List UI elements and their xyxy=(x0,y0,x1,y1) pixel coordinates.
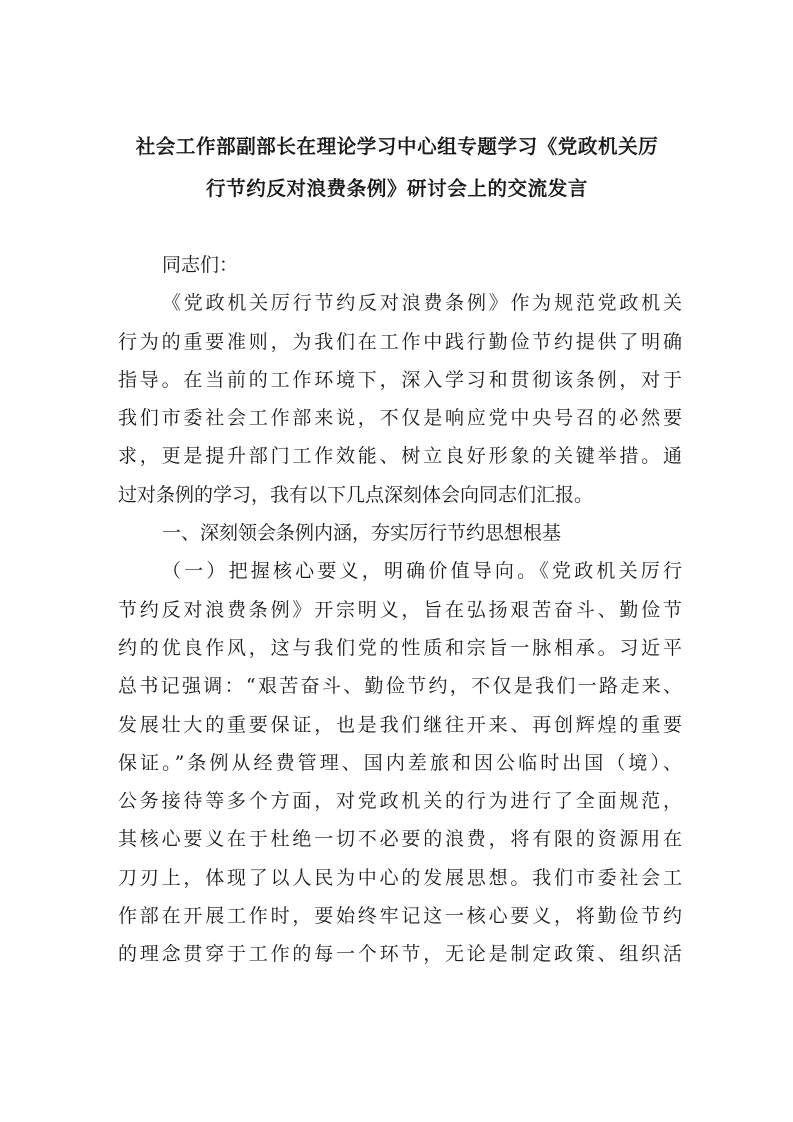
section-heading-1: 一、深刻领会条例内涵，夯实厉行节约思想根基 xyxy=(162,522,562,545)
paragraph-1-line-1: 《党政机关厉行节约反对浪费条例》作为规范党政机关 xyxy=(162,292,682,315)
paragraph-2-line-11: 的理念贯穿于工作的每一个环节，无论是制定政策、组织活 xyxy=(118,943,682,966)
paragraph-2-line-2: 节约反对浪费条例》开宗明义，旨在弘扬艰苦奋斗、勤俭节 xyxy=(118,598,682,621)
paragraph-2-line-8: 其核心要义在于杜绝一切不必要的浪费，将有限的资源用在 xyxy=(118,828,682,851)
paragraph-2-line-4: 总书记强调：“艰苦奋斗、勤俭节约，不仅是我们一路走来、 xyxy=(118,675,682,698)
title-line-1: 社会工作部副部长在理论学习中心组专题学习《党政机关厉 xyxy=(135,135,659,158)
paragraph-2-line-3: 约的优良作风，这与我们党的性质和宗旨一脉相承。习近平 xyxy=(118,636,682,659)
paragraph-1-line-4: 我们市委社会工作部来说，不仅是响应党中央号召的必然要 xyxy=(118,407,682,430)
document-body xyxy=(118,246,682,974)
paragraph-1-line-3: 指导。在当前的工作环境下，深入学习和贯彻该条例，对于 xyxy=(118,368,682,391)
paragraph-2-line-9: 刀刃上，体现了以人民为中心的发展思想。我们市委社会工 xyxy=(118,866,682,889)
document-title xyxy=(112,126,682,210)
paragraph-2-line-5: 发展壮大的重要保证，也是我们继往开来、再创辉煌的重要 xyxy=(118,713,682,736)
paragraph-2-line-1: （一）把握核心要义，明确价值导向。《党政机关厉行 xyxy=(162,560,682,583)
paragraph-1-line-2: 行为的重要准则，为我们在工作中践行勤俭节约提供了明确 xyxy=(118,330,682,353)
paragraph-2-line-6: 保证。”条例从经费管理、国内差旅和因公临时出国（境）、 xyxy=(118,751,682,774)
salutation: 同志们： xyxy=(162,254,239,276)
paragraph-2-line-7: 公务接待等多个方面，对党政机关的行为进行了全面规范， xyxy=(118,790,682,813)
paragraph-1-line-6: 过对条例的学习，我有以下几点深刻体会向同志们汇报。 xyxy=(118,483,594,506)
title-line-2: 行节约反对浪费条例》研讨会上的交流发言 xyxy=(206,177,588,200)
paragraph-1-line-5: 求，更是提升部门工作效能、树立良好形象的关键举措。通 xyxy=(118,445,682,468)
paragraph-2-line-10: 作部在开展工作时，要始终牢记这一核心要义，将勤俭节约 xyxy=(118,905,682,928)
